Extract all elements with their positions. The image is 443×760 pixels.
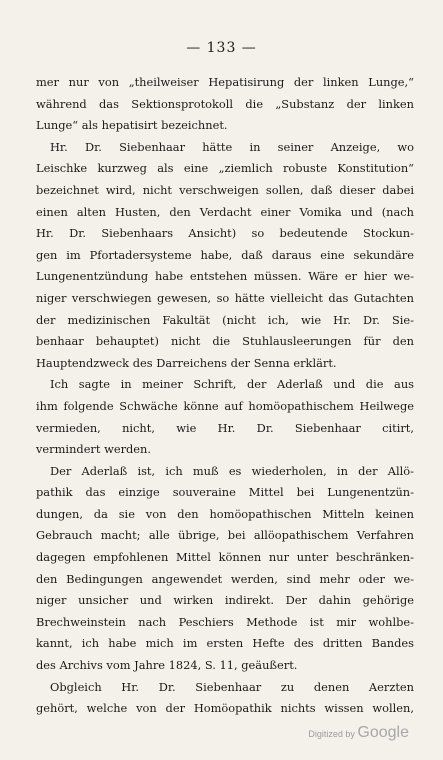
- text-line: gehört, welche von der Homöopathik nichts wissen wollen,: [36, 701, 414, 716]
- text-line: vermindert werden.: [36, 442, 152, 457]
- text-line: Brechweinstein nach Peschiers Methode ist mir wohlbe-: [36, 614, 414, 629]
- text-line: Lunge“ als hepatisirt bezeichnet.: [36, 118, 228, 133]
- text-line: kannt, ich habe mich im ersten Hefte des dritten Bandes: [36, 636, 414, 651]
- page-number: — 133 —: [186, 40, 257, 56]
- text-line: dagegen empfohlenen Mittel können nur unter beschränken-: [36, 550, 414, 565]
- text-line: Lungenentzündung habe entstehen müssen. Wäre er hier we-: [36, 269, 414, 284]
- text-line: Obgleich Hr. Dr. Siebenhaar zu denen Aerzten: [50, 679, 414, 694]
- digitized-watermark: [308, 724, 409, 742]
- text-line: pathik das einzige souveraine Mittel bei Lungenentzün-: [36, 485, 414, 500]
- text-line: ihm folgende Schwäche könne auf homöopathischem Heilwege: [36, 398, 414, 413]
- text-line: mer nur von „theilweiser Hepatisirung der linken Lunge,“: [36, 75, 414, 89]
- text-line: Der Aderlaß ist, ich muß es wiederholen, in der Allö-: [50, 463, 414, 478]
- text-line: Hr. Dr. Siebenhaar hätte in seiner Anzeige, wo: [50, 139, 414, 154]
- text-line: dungen, da sie von den homöopathischen Mitteln keinen: [36, 506, 414, 521]
- text-line: einen alten Husten, den Verdacht einer Vomika und (nach: [36, 204, 414, 219]
- text-line: gen im Pfortadersysteme habe, daß daraus eine sekundäre: [36, 247, 414, 262]
- google-logo: Google: [357, 724, 409, 741]
- text-line: niger verschwiegen gewesen, so hätte vielleicht das Gutachten: [36, 290, 414, 305]
- page-body: [36, 72, 414, 720]
- text-line: Hauptendzweck des Darreichens der Senna erklärt.: [36, 355, 337, 370]
- text-line: den Bedingungen angewendet werden, sind mehr oder we-: [36, 571, 414, 586]
- watermark-prefix: Digitized by: [308, 729, 355, 739]
- text-line: niger unsicher und wirken indirekt. Der dahin gehörige: [36, 593, 414, 608]
- text-line: vermieden, nicht, wie Hr. Dr. Siebenhaar citirt,: [36, 420, 414, 435]
- text-line: des Archivs vom Jahre 1824, S. 11, geäußert.: [36, 658, 298, 673]
- text-line: Leischke kurzweg als eine „ziemlich robuste Konstitution“: [36, 161, 414, 176]
- text-line: Hr. Dr. Siebenhaars Ansicht) so bedeutende Stockun-: [36, 226, 414, 241]
- text-line: Ich sagte in meiner Schrift, der Aderlaß und die aus: [50, 377, 414, 392]
- text-line: benhaar behauptet) nicht die Stuhlausleerungen für den: [36, 334, 414, 349]
- text-line: bezeichnet wird, nicht verschweigen sollen, daß dieser dabei: [36, 182, 414, 197]
- text-line: Gebrauch macht; alle übrige, bei allöopathischem Verfahren: [36, 528, 414, 543]
- text-line: der medizinischen Fakultät (nicht ich, wie Hr. Dr. Sie-: [36, 312, 414, 327]
- text-line: während das Sektionsprotokoll die „Substanz der linken: [36, 96, 414, 111]
